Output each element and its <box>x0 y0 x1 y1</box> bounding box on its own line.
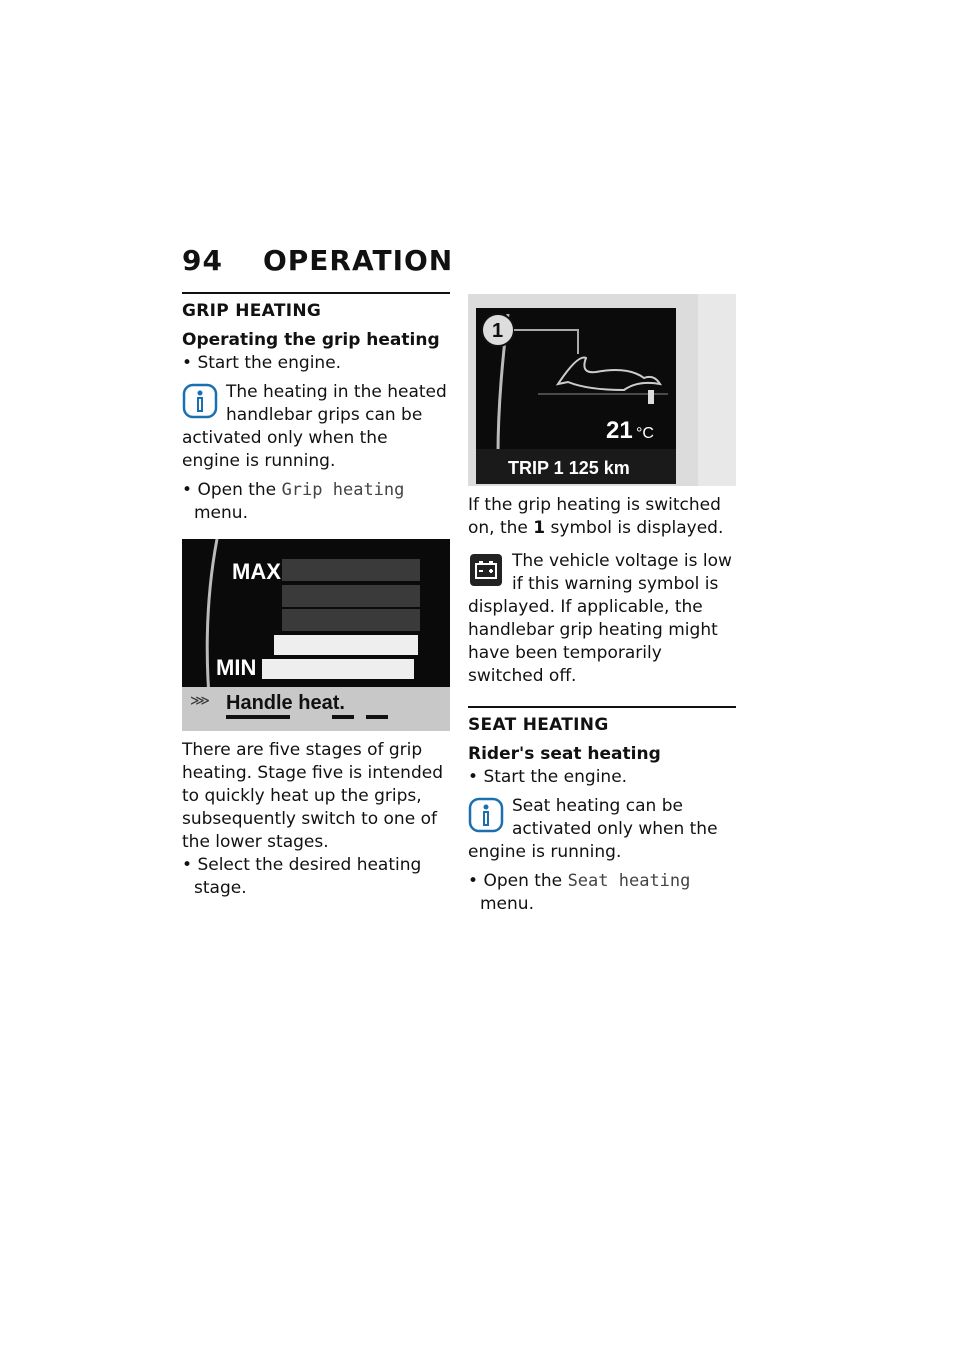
callout-number: 1 <box>492 320 504 342</box>
seat-step-suffix: menu. <box>480 894 534 914</box>
step-open-menu <box>182 479 450 525</box>
left-column <box>182 292 450 900</box>
grip-heating-display <box>182 539 450 731</box>
step-select-stage: • Select the desired heating stage. <box>182 854 450 900</box>
temperature-value: 21 <box>606 417 633 444</box>
grip-symbol-text-end: symbol is displayed. <box>550 518 724 538</box>
seat-info-note <box>468 795 736 864</box>
section-title-grip-heating: GRIP HEATING <box>182 301 322 321</box>
chapter-title: OPERATION <box>262 244 454 277</box>
step-prefix: Open the <box>197 480 277 500</box>
battery-warning-icon <box>468 550 504 590</box>
seat-note-text: Seat heating can be activated only when the engine is running. <box>468 796 718 862</box>
info-icon <box>182 381 218 421</box>
section-title-seat-heating: SEAT HEATING <box>468 715 609 735</box>
stages-description: There are five stages of grip heating. Stage five is intended to quickly heat up the grips, subsequently switch to one of the lower stages. <box>182 740 443 852</box>
subheading-rider-seat-heating: Rider's seat heating <box>468 744 661 764</box>
dashboard-display <box>468 294 736 486</box>
grip-heating-display-figure <box>182 539 450 731</box>
max-label: MAX <box>232 559 281 584</box>
trip-readout: TRIP 1 125 km <box>508 458 630 478</box>
grip-symbol-ref: 1 <box>533 518 546 538</box>
seat-menu-name: Seat heating <box>567 871 691 891</box>
seat-step-start-engine: • Start the engine. <box>468 766 736 789</box>
min-label: MIN <box>216 655 257 680</box>
voltage-note-text: The vehicle voltage is low if this warning symbol is displayed. If applicable, the handlebar grip heating might have been temporarily switched off. <box>468 551 732 686</box>
info-note <box>182 381 450 473</box>
seat-step-open-menu <box>468 870 736 916</box>
temperature-unit: °C <box>636 425 654 442</box>
step-start-engine: • Start the engine. <box>182 352 450 375</box>
grip-heat-icon: ⋙ <box>190 693 210 709</box>
section-rule <box>182 292 450 294</box>
grip-symbol-text <box>468 494 736 540</box>
voltage-warning-note <box>468 550 736 688</box>
note-text: The heating in the heated handlebar grips can be activated only when the engine is running. <box>182 382 447 471</box>
step-suffix: menu. <box>194 503 248 523</box>
handle-heat-label: Handle heat. <box>226 692 345 714</box>
menu-name: Grip heating <box>281 480 405 500</box>
info-icon <box>468 795 504 835</box>
dashboard-display-figure <box>468 294 736 486</box>
subheading-operating-grip-heating: Operating the grip heating <box>182 330 440 350</box>
page-number: 94 <box>182 244 223 277</box>
seat-step-prefix: Open the <box>483 871 563 891</box>
section-rule-seat <box>468 706 736 708</box>
page-header <box>182 244 453 277</box>
right-column <box>468 292 736 916</box>
grip-symbol-text-start: If the grip heating is switched on, the <box>468 495 721 538</box>
